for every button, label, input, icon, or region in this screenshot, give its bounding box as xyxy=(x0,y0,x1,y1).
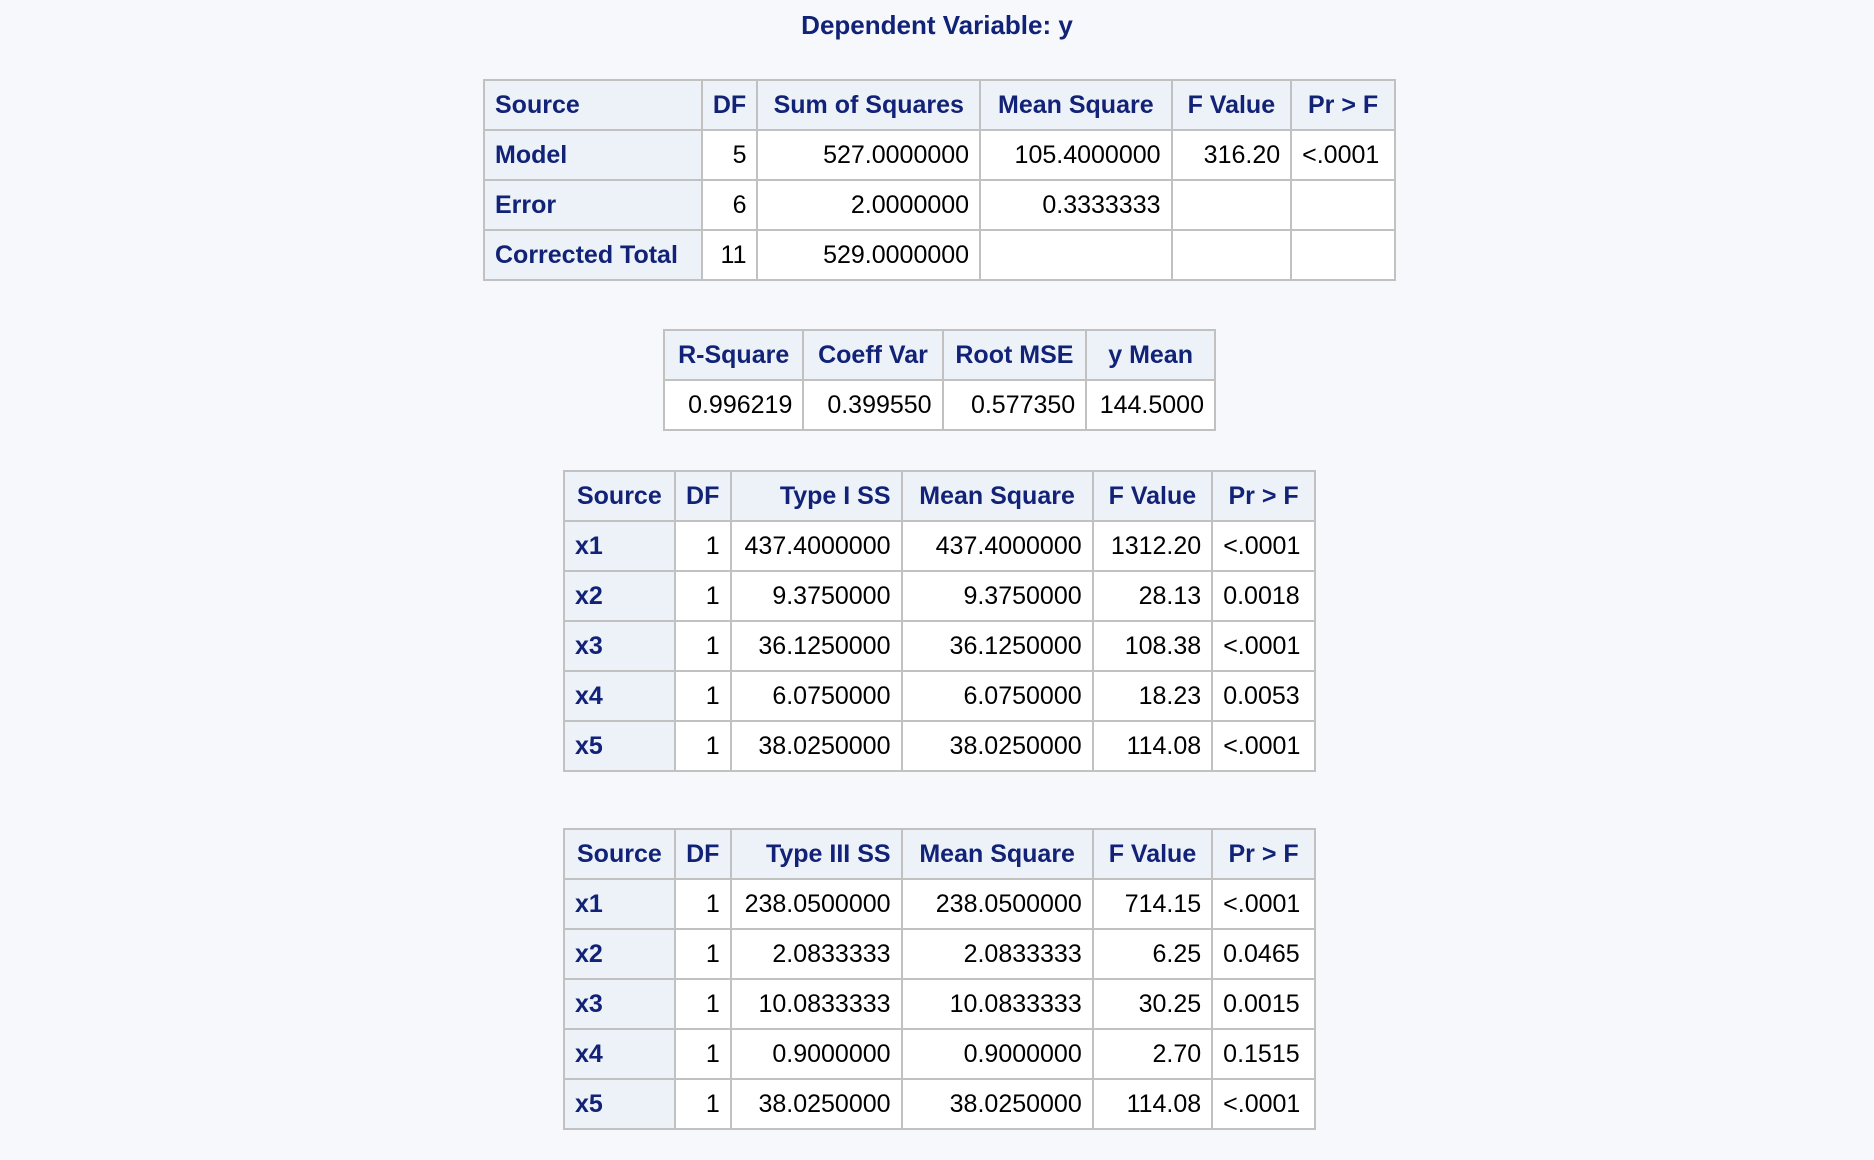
p-cell: 0.0053 xyxy=(1212,671,1315,721)
table-row xyxy=(564,879,1315,929)
f-cell: 2.70 xyxy=(1093,1029,1212,1079)
fit-statistics-table xyxy=(663,329,1216,431)
ms-cell: 10.0833333 xyxy=(902,979,1093,1029)
header-type-i-ss: Type I SS xyxy=(731,471,902,521)
ms-cell: 437.4000000 xyxy=(902,521,1093,571)
f-cell: 316.20 xyxy=(1172,130,1292,180)
table-row xyxy=(564,1029,1315,1079)
p-cell xyxy=(1291,230,1395,280)
df-cell: 1 xyxy=(675,1079,731,1129)
table-row xyxy=(564,571,1315,621)
header-coeff-var: Coeff Var xyxy=(803,330,942,380)
header-df: DF xyxy=(675,471,731,521)
ms-cell: 6.0750000 xyxy=(902,671,1093,721)
df-cell: 5 xyxy=(702,130,758,180)
p-cell: <.0001 xyxy=(1291,130,1395,180)
ms-cell: 105.4000000 xyxy=(980,130,1171,180)
row-label-x1: x1 xyxy=(564,879,675,929)
ms-cell: 0.9000000 xyxy=(902,1029,1093,1079)
ss-cell: 9.3750000 xyxy=(731,571,902,621)
ss-cell: 0.9000000 xyxy=(731,1029,902,1079)
header-f-value: F Value xyxy=(1172,80,1292,130)
p-cell: <.0001 xyxy=(1212,879,1315,929)
r-square-value: 0.996219 xyxy=(664,380,803,430)
p-cell: <.0001 xyxy=(1212,721,1315,771)
df-cell: 1 xyxy=(675,721,731,771)
coeff-var-value: 0.399550 xyxy=(803,380,942,430)
f-cell: 28.13 xyxy=(1093,571,1213,621)
ss-cell: 38.0250000 xyxy=(731,1079,902,1129)
header-mean-square: Mean Square xyxy=(902,829,1093,879)
f-cell xyxy=(1172,180,1292,230)
row-label-x2: x2 xyxy=(564,571,675,621)
p-cell: <.0001 xyxy=(1212,1079,1315,1129)
df-cell: 1 xyxy=(675,1029,731,1079)
header-pr-f: Pr > F xyxy=(1212,471,1315,521)
p-cell: 0.0465 xyxy=(1212,929,1315,979)
row-label-model: Model xyxy=(484,130,702,180)
ms-cell: 0.3333333 xyxy=(980,180,1171,230)
p-cell: 0.0018 xyxy=(1212,571,1315,621)
df-cell: 1 xyxy=(675,979,731,1029)
anova-header-row xyxy=(484,80,1395,130)
ss-cell: 6.0750000 xyxy=(731,671,902,721)
ms-cell: 38.0250000 xyxy=(902,721,1093,771)
table-row xyxy=(564,621,1315,671)
row-label-x1: x1 xyxy=(564,521,675,571)
row-label-x5: x5 xyxy=(564,1079,675,1129)
f-cell xyxy=(1172,230,1292,280)
ss-cell: 36.1250000 xyxy=(731,621,902,671)
df-cell: 1 xyxy=(675,571,731,621)
header-pr-f: Pr > F xyxy=(1291,80,1395,130)
ms-cell: 38.0250000 xyxy=(902,1079,1093,1129)
row-label-x3: x3 xyxy=(564,621,675,671)
header-mean-square: Mean Square xyxy=(902,471,1093,521)
row-label-x5: x5 xyxy=(564,721,675,771)
df-cell: 6 xyxy=(702,180,758,230)
header-pr-f: Pr > F xyxy=(1212,829,1315,879)
f-cell: 30.25 xyxy=(1093,979,1212,1029)
ms-cell xyxy=(980,230,1171,280)
table-row xyxy=(664,380,1215,430)
table-row xyxy=(564,929,1315,979)
p-cell: <.0001 xyxy=(1212,521,1315,571)
table-row xyxy=(564,521,1315,571)
p-cell: 0.1515 xyxy=(1212,1029,1315,1079)
y-mean-value: 144.5000 xyxy=(1086,380,1215,430)
fit-header-row xyxy=(664,330,1215,380)
df-cell: 1 xyxy=(675,929,731,979)
root-mse-value: 0.577350 xyxy=(943,380,1087,430)
f-cell: 6.25 xyxy=(1093,929,1212,979)
header-source: Source xyxy=(564,829,675,879)
p-cell xyxy=(1291,180,1395,230)
type-iii-ss-table xyxy=(563,828,1316,1130)
table-row xyxy=(484,230,1395,280)
df-cell: 1 xyxy=(675,621,731,671)
dependent-variable-title: Dependent Variable: y xyxy=(801,10,1073,40)
ss-cell: 238.0500000 xyxy=(731,879,902,929)
row-label-x4: x4 xyxy=(564,1029,675,1079)
df-cell: 1 xyxy=(675,671,731,721)
row-label-corrected-total: Corrected Total xyxy=(484,230,702,280)
anova-table xyxy=(483,79,1396,281)
ms-cell: 36.1250000 xyxy=(902,621,1093,671)
type-iii-header-row xyxy=(564,829,1315,879)
type-i-ss-table xyxy=(563,470,1316,772)
ss-cell: 527.0000000 xyxy=(757,130,980,180)
ss-cell: 529.0000000 xyxy=(757,230,980,280)
ms-cell: 238.0500000 xyxy=(902,879,1093,929)
header-f-value: F Value xyxy=(1093,829,1212,879)
f-cell: 114.08 xyxy=(1093,1079,1212,1129)
header-source: Source xyxy=(484,80,702,130)
df-cell: 1 xyxy=(675,521,731,571)
f-cell: 108.38 xyxy=(1093,621,1213,671)
ms-cell: 2.0833333 xyxy=(902,929,1093,979)
table-row xyxy=(484,180,1395,230)
p-cell: <.0001 xyxy=(1212,621,1315,671)
row-label-x2: x2 xyxy=(564,929,675,979)
header-root-mse: Root MSE xyxy=(943,330,1087,380)
f-cell: 18.23 xyxy=(1093,671,1213,721)
row-label-x4: x4 xyxy=(564,671,675,721)
header-source: Source xyxy=(564,471,675,521)
f-cell: 714.15 xyxy=(1093,879,1212,929)
header-sum-of-squares: Sum of Squares xyxy=(757,80,980,130)
table-row xyxy=(564,979,1315,1029)
header-df: DF xyxy=(702,80,758,130)
ms-cell: 9.3750000 xyxy=(902,571,1093,621)
df-cell: 11 xyxy=(702,230,758,280)
ss-cell: 38.0250000 xyxy=(731,721,902,771)
df-cell: 1 xyxy=(675,879,731,929)
table-row xyxy=(564,1079,1315,1129)
row-label-x3: x3 xyxy=(564,979,675,1029)
header-type-iii-ss: Type III SS xyxy=(731,829,902,879)
f-cell: 1312.20 xyxy=(1093,521,1213,571)
row-label-error: Error xyxy=(484,180,702,230)
p-cell: 0.0015 xyxy=(1212,979,1315,1029)
ss-cell: 10.0833333 xyxy=(731,979,902,1029)
header-r-square: R-Square xyxy=(664,330,803,380)
header-f-value: F Value xyxy=(1093,471,1213,521)
header-mean-square: Mean Square xyxy=(980,80,1171,130)
f-cell: 114.08 xyxy=(1093,721,1213,771)
table-row xyxy=(564,721,1315,771)
table-row xyxy=(564,671,1315,721)
header-y-mean: y Mean xyxy=(1086,330,1215,380)
table-row xyxy=(484,130,1395,180)
ss-cell: 437.4000000 xyxy=(731,521,902,571)
type-i-header-row xyxy=(564,471,1315,521)
header-df: DF xyxy=(675,829,731,879)
ss-cell: 2.0000000 xyxy=(757,180,980,230)
ss-cell: 2.0833333 xyxy=(731,929,902,979)
